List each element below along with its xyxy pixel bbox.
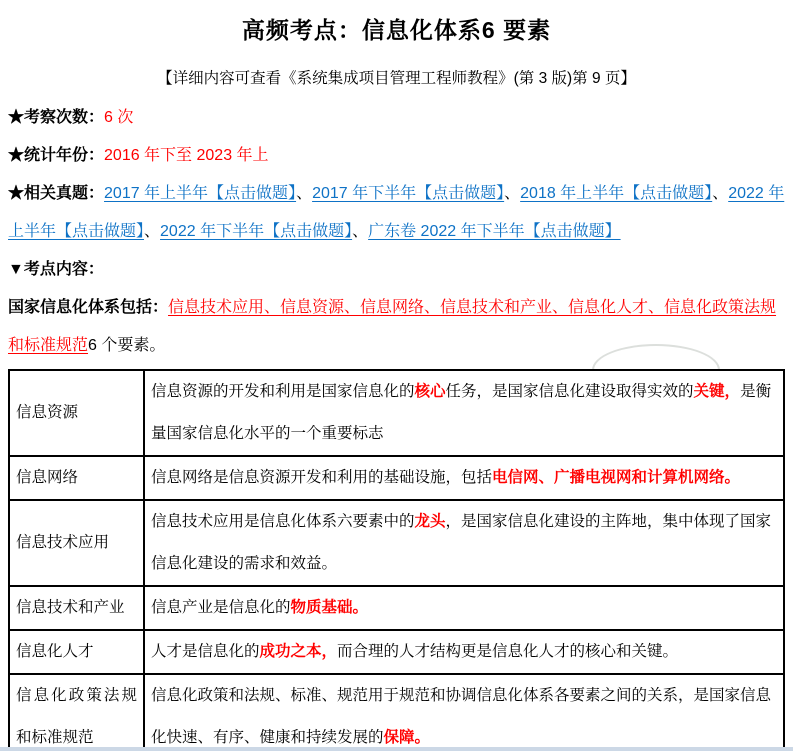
section-label: ▼考点内容： <box>8 261 104 278</box>
topic-table <box>8 369 785 751</box>
element-term-cell: 信息化人才 <box>9 630 144 674</box>
highlighted-term: 电信网、广播电视网和计算机网络。 <box>492 469 741 486</box>
element-term-cell: 信息技术应用 <box>9 500 144 586</box>
table-row <box>9 586 784 630</box>
link-separator: 、 <box>712 185 729 202</box>
link-separator: 、 <box>504 185 521 202</box>
highlighted-term: 成功之本， <box>259 643 338 660</box>
element-term-cell: 信息资源 <box>9 370 144 456</box>
element-description-cell <box>144 500 784 586</box>
element-description-cell <box>144 586 784 630</box>
table-row <box>9 456 784 500</box>
highlighted-term: 物质基础。 <box>290 599 369 616</box>
related-question-links <box>8 185 784 240</box>
link-separator: 、 <box>296 185 313 202</box>
highlighted-term: 核心 <box>414 383 446 400</box>
includes-elements: 信息技术应用、信息资源、信息网络、信息技术和产业、信息化人才、信息化政策法规和标准规范 <box>8 299 777 354</box>
element-description-cell <box>144 630 784 674</box>
page-subtitle: 【详细内容可查看《系统集成项目管理工程师教程》(第 3 版)第 9 页】 <box>157 70 636 87</box>
description-text: 信息产业是信息化的 <box>151 599 291 616</box>
element-description-cell <box>144 674 784 751</box>
question-link[interactable]: 2018 年上半年【点击做题】 <box>520 185 713 202</box>
question-link[interactable]: 2022 年下半年【点击做题】 <box>160 223 353 240</box>
question-link[interactable]: 2022 年上半年【点击做题】 <box>8 185 785 240</box>
highlighted-term: 龙头 <box>414 513 446 530</box>
description-text: 信息化政策和法规、标准、规范用于规范和协调信息化体系各要素之间的关系，是国家信息化快速、有序、健康和持续发展的 <box>151 687 772 746</box>
stat-years-value: 2016 年下至 2023 年上 <box>104 147 269 164</box>
highlighted-term: 保障。 <box>383 729 431 746</box>
description-text: 而合理的人才结构更是信息化人才的核心和关键。 <box>337 643 679 660</box>
table-row <box>9 674 784 751</box>
stat-years-line <box>8 137 785 175</box>
table-row <box>9 370 784 456</box>
question-link[interactable]: 2017 年上半年【点击做题】 <box>104 185 297 202</box>
question-link[interactable]: 2017 年下半年【点击做题】 <box>312 185 505 202</box>
description-text: 是衡量国家信息化水平的一个重要标志 <box>151 383 772 442</box>
element-description-cell <box>144 456 784 500</box>
related-questions-label: ★相关真题： <box>8 185 105 202</box>
element-description-cell <box>144 370 784 456</box>
description-text: 信息资源的开发和利用是国家信息化的 <box>151 383 415 400</box>
related-questions-line <box>8 175 785 251</box>
includes-tail: 6 个要素。 <box>88 337 166 354</box>
includes-line <box>8 289 785 365</box>
question-link[interactable]: 广东卷 2022 年下半年【点击做题】 <box>368 223 621 240</box>
element-term-cell: 信息化政策法规和标准规范 <box>9 674 144 751</box>
exam-count-line <box>8 99 785 137</box>
link-separator: 、 <box>352 223 369 240</box>
description-text: ，是国家信息化建设的主阵地，集中体现了国家信息化建设的需求和效益。 <box>151 513 772 572</box>
bottom-watermark-band <box>0 747 793 751</box>
link-separator: 、 <box>144 223 161 240</box>
highlighted-term: 关键， <box>693 383 741 400</box>
table-row <box>9 500 784 586</box>
table-row <box>9 630 784 674</box>
page-title: 高频考点：信息化体系6 要素 <box>241 17 552 43</box>
description-text: 信息技术应用是信息化体系六要素中的 <box>151 513 415 530</box>
includes-label: 国家信息化体系包括： <box>8 299 169 316</box>
description-text: 人才是信息化的 <box>151 643 260 660</box>
exam-count-value: 6 次 <box>104 109 134 126</box>
element-term-cell: 信息技术和产业 <box>9 586 144 630</box>
stat-years-label: ★统计年份： <box>8 147 105 164</box>
description-text: 任务，是国家信息化建设取得实效的 <box>445 383 694 400</box>
exam-count-label: ★考察次数： <box>8 109 105 126</box>
description-text: 信息网络是信息资源开发和利用的基础设施，包括 <box>151 469 493 486</box>
element-term-cell: 信息网络 <box>9 456 144 500</box>
